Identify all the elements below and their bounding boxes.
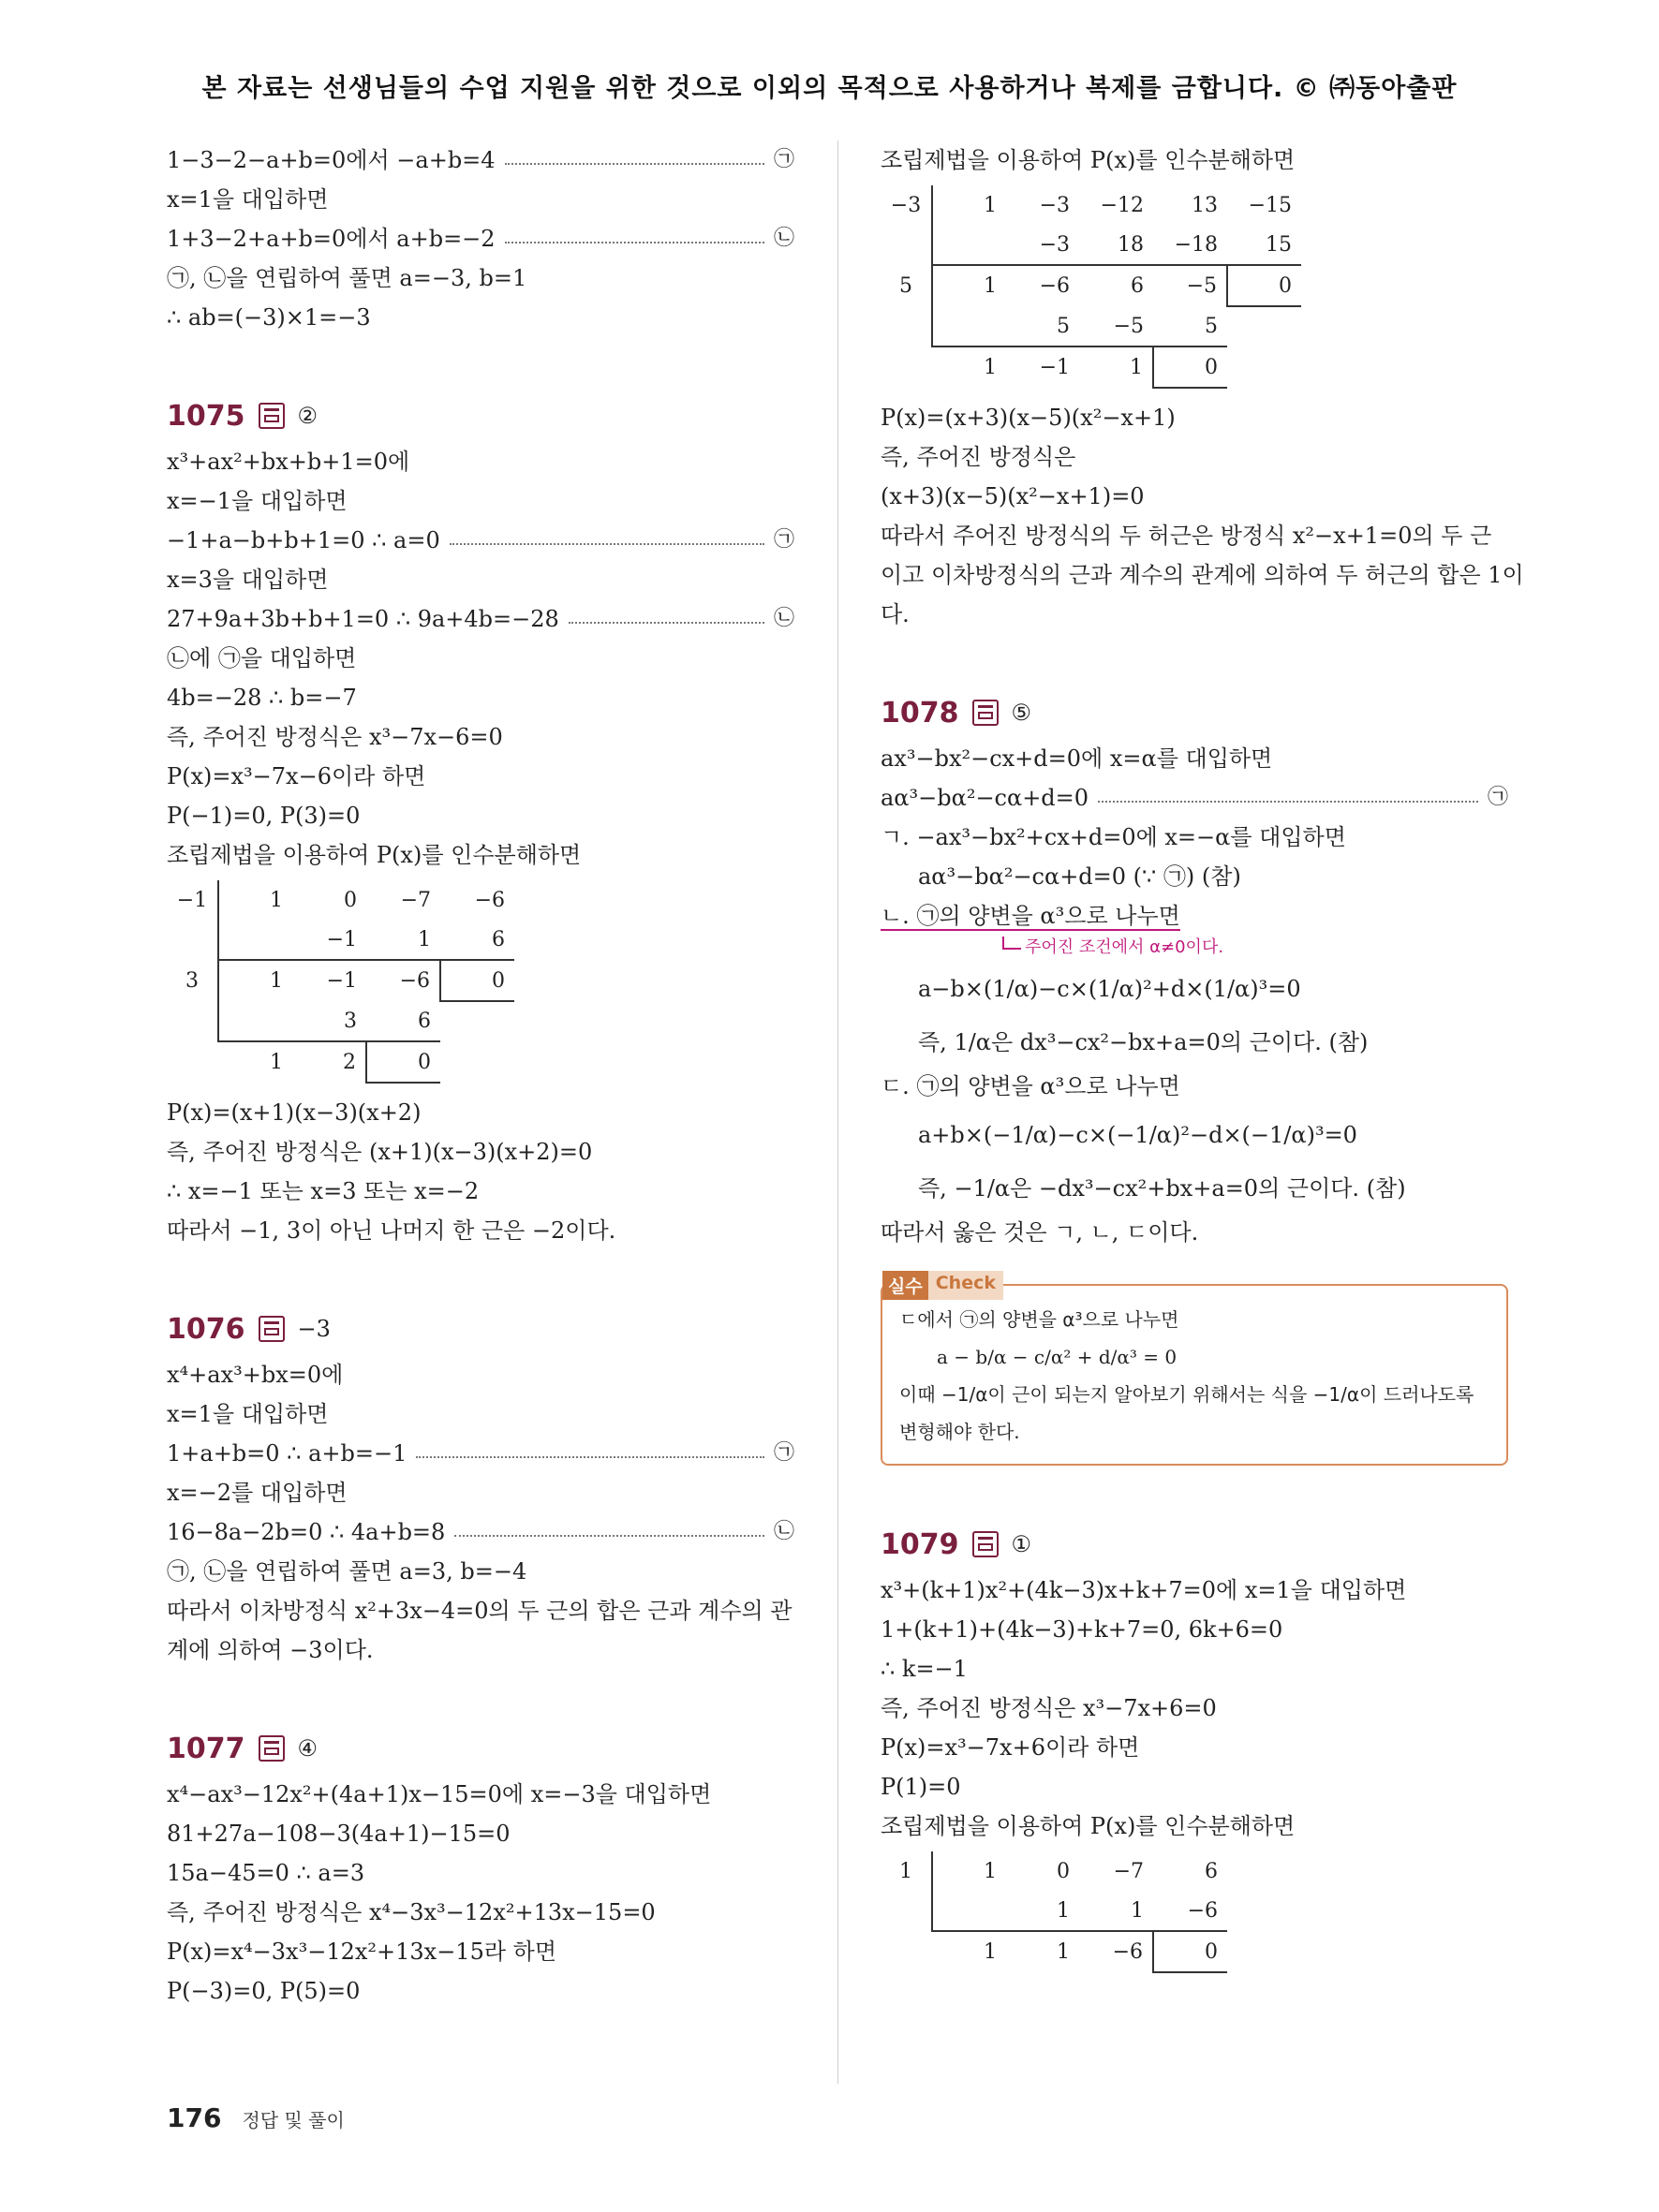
answer-icon (259, 403, 285, 429)
solution-line: 다. (881, 601, 910, 627)
solution-line: 1+(k+1)+(4k−3)+k+7=0, 6k+6=0 (881, 1616, 1283, 1643)
solution-line: 조립제법을 이용하여 P(x)를 인수분해하면 (881, 147, 1296, 173)
problem-number: 1075 (167, 399, 245, 433)
problem-header (167, 1728, 794, 1769)
check-line: ㄷ에서 ㉠의 양변을 α³으로 나누면 (899, 1308, 1179, 1331)
solution-line: x³+(k+1)x²+(4k−3)x+k+7=0에 x=1을 대입하면 (881, 1577, 1407, 1603)
solution-line: 4b=−28 ∴ b=−7 (167, 685, 357, 711)
column-divider (837, 140, 838, 2084)
solution-line: P(x)=(x+1)(x−3)(x+2) (167, 1099, 422, 1126)
arrow-icon (1002, 936, 1021, 950)
solution-line: x³+ax²+bx+b+1=0에 (167, 449, 410, 475)
answer-icon (972, 1531, 999, 1557)
solution-line: ㉠, ㉡을 연립하여 풀면 a=−3, b=1 (167, 265, 527, 291)
solution-line: ax³−bx²−cx+d=0에 x=α를 대입하면 (881, 745, 1273, 772)
solution-line: ㉡에 ㉠을 대입하면 (167, 645, 357, 671)
page-number: 176 (167, 2102, 222, 2133)
solution-line: 27+9a+3b+b+1=0 ∴ 9a+4b=−28 ㉡ (167, 599, 794, 639)
problem-1078 (881, 692, 1508, 1252)
answer-icon (259, 1735, 285, 1762)
circled-mark: ㉡ (773, 1520, 794, 1543)
solution-line: 즉, 주어진 방정식은 x⁴−3x³−12x²+13x−15=0 (167, 1899, 656, 1925)
solution-line: aα³−bα²−cα+d=0 (∵ ㉠) (참) (918, 863, 1241, 890)
solution-line: x⁴−ax³−12x²+(4a+1)x−15=0에 x=−3을 대입하면 (167, 1781, 712, 1807)
solution-line: 1+a+b=0 ∴ a+b=−1 ㉠ (167, 1434, 794, 1473)
problem-header (881, 1524, 1508, 1565)
answer-icon (259, 1316, 285, 1342)
check-tag: 실수 Check (882, 1271, 1003, 1300)
solution-line: 조립제법을 이용하여 P(x)를 인수분해하면 (881, 1813, 1296, 1839)
problem-1079 (881, 1524, 1508, 1973)
solution-line: ∴ ab=(−3)×1=−3 (167, 304, 371, 331)
solution-line: 따라서 −1, 3이 아닌 나머지 한 근은 −2이다. (167, 1217, 616, 1244)
problem-header (167, 1308, 794, 1349)
circled-mark: ㉠ (773, 528, 794, 552)
solution-line: ㄱ. −ax³−bx²+cx+d=0에 x=−α를 대입하면 (881, 824, 1346, 850)
solution-line: 이고 이차방정식의 근과 계수의 관계에 의하여 두 허근의 합은 1이 (881, 562, 1524, 588)
right-column (881, 140, 1524, 1983)
solution-line: 즉, 1/α은 dx³−cx²−bx+a=0의 근이다. (참) (918, 1029, 1369, 1055)
solution-line: 16−8a−2b=0 ∴ 4a+b=8 ㉡ (167, 1512, 794, 1552)
solution-line: aα³−bα²−cα+d=0 ㉠ (881, 778, 1508, 818)
problem-1077 (167, 1728, 794, 2011)
problem-number: 1078 (881, 696, 959, 730)
annotation-note: 주어진 조건에서 α≠0이다. (881, 936, 1508, 960)
solution-line: 즉, 주어진 방정식은 x³−7x+6=0 (881, 1695, 1217, 1721)
answer-value: ④ (297, 1735, 318, 1762)
solution-line: 1+3−2+a+b=0에서 a+b=−2 ㉡ (167, 219, 794, 258)
solution-line: P(x)=x³−7x+6이라 하면 (881, 1734, 1140, 1761)
problem-number: 1079 (881, 1527, 959, 1561)
solution-line: x=1을 대입하면 (167, 186, 329, 213)
solution-line: ∴ x=−1 또는 x=3 또는 x=−2 (167, 1178, 480, 1204)
solution-line: P(−3)=0, P(5)=0 (167, 1978, 361, 2004)
problem-header (881, 692, 1508, 733)
solution-line: 즉, −1/α은 −dx³−cx²+bx+a=0의 근이다. (참) (918, 1175, 1406, 1202)
mistake-check-box (881, 1273, 1508, 1466)
solution-line: 즉, 주어진 방정식은 (881, 444, 1076, 470)
check-line: a − b/α − c/α² + d/α³ = 0 (937, 1346, 1178, 1368)
problem-1076 (167, 1308, 794, 1670)
circled-mark: ㉡ (773, 607, 794, 630)
answer-value: ① (1011, 1531, 1032, 1557)
synthetic-division-table: −3 1 −3 −12 13 −15 −3 18 −18 15 5 1 −6 6 −5 0 5 −5 5 1 −1 1 0 (881, 185, 1301, 389)
circled-mark: ㉠ (1487, 786, 1508, 809)
solution-line: P(1)=0 (881, 1774, 961, 1800)
solution-line: ∴ k=−1 (881, 1656, 968, 1682)
solution-line: x=3을 대입하면 (167, 567, 329, 593)
solution-line: x=−1을 대입하면 (167, 488, 348, 514)
solution-line: P(x)=x³−7x−6이라 하면 (167, 763, 426, 789)
synthetic-division-table: −1 1 0 −7 −6 −1 1 6 3 1 −1 −6 0 3 6 1 2 0 (167, 880, 514, 1084)
page-footer (167, 2102, 345, 2133)
problem-header (167, 395, 794, 436)
solution-line: 즉, 주어진 방정식은 x³−7x−6=0 (167, 724, 503, 750)
solution-line: ㄷ. ㉠의 양변을 α³으로 나누면 (881, 1073, 1180, 1099)
solution-line: ㉠, ㉡을 연립하여 풀면 a=3, b=−4 (167, 1558, 527, 1585)
answer-icon (972, 700, 999, 726)
check-line: 이때 −1/α이 근이 되는지 알아보기 위해서는 식을 −1/α이 드러나도록 (899, 1383, 1474, 1406)
solution-line: x⁴+ax³+bx=0에 (167, 1362, 344, 1388)
solution-line: ㄴ. ㉠의 양변을 α³으로 나누면 (881, 903, 1180, 929)
solution-line: a+b×(−1/α)−c×(−1/α)²−d×(−1/α)³=0 (918, 1122, 1357, 1148)
footer-label: 정답 및 풀이 (242, 2109, 345, 2131)
circled-mark: ㉠ (773, 148, 794, 171)
left-intro (167, 140, 794, 337)
solution-line: P(x)=x⁴−3x³−12x²+13x−15라 하면 (167, 1939, 557, 1965)
problem-number: 1076 (167, 1312, 245, 1346)
answer-value: ② (297, 403, 318, 429)
solution-line: a−b×(1/α)−c×(1/α)²+d×(1/α)³=0 (918, 976, 1301, 1002)
solution-line: P(x)=(x+3)(x−5)(x²−x+1) (881, 405, 1176, 431)
check-line: 변형해야 한다. (899, 1421, 1020, 1443)
solution-line: x=−2를 대입하면 (167, 1480, 348, 1506)
solution-line: P(−1)=0, P(3)=0 (167, 803, 361, 829)
solution-line: x=1을 대입하면 (167, 1401, 329, 1427)
problem-1075 (167, 395, 794, 1250)
answer-value: −3 (297, 1316, 331, 1342)
answer-value: ⑤ (1011, 700, 1032, 726)
problem-number: 1077 (167, 1732, 245, 1765)
circled-mark: ㉡ (773, 227, 794, 250)
solution-line: 15a−45=0 ∴ a=3 (167, 1860, 365, 1886)
solution-line: 81+27a−108−3(4a+1)−15=0 (167, 1821, 511, 1847)
solution-line: (x+3)(x−5)(x²−x+1)=0 (881, 483, 1145, 509)
left-column (167, 140, 794, 2011)
circled-mark: ㉠ (773, 1441, 794, 1465)
solution-line: 조립제법을 이용하여 P(x)를 인수분해하면 (167, 842, 582, 868)
solution-line: 따라서 이차방정식 x²+3x−4=0의 두 근의 합은 근과 계수의 관 (167, 1598, 792, 1624)
synthetic-division-table: 1 1 0 −7 6 1 1 −6 1 1 −6 0 (881, 1851, 1227, 1973)
right-intro (881, 140, 1524, 634)
solution-line: −1+a−b+b+1=0 ∴ a=0 ㉠ (167, 521, 794, 560)
solution-line: 즉, 주어진 방정식은 (x+1)(x−3)(x+2)=0 (167, 1139, 593, 1165)
solution-line: 1−3−2−a+b=0에서 −a+b=4 ㉠ (167, 140, 794, 180)
solution-line: 따라서 옳은 것은 ㄱ, ㄴ, ㄷ이다. (881, 1219, 1199, 1246)
solution-line: 계에 의하여 −3이다. (167, 1637, 374, 1663)
copyright-banner: 본 자료는 선생님들의 수업 지원을 위한 것으로 이외의 목적으로 사용하거나 복제를 금합니다. © ㈜동아출판 (201, 74, 1458, 103)
solution-line: 따라서 주어진 방정식의 두 허근은 방정식 x²−x+1=0의 두 근 (881, 523, 1492, 549)
